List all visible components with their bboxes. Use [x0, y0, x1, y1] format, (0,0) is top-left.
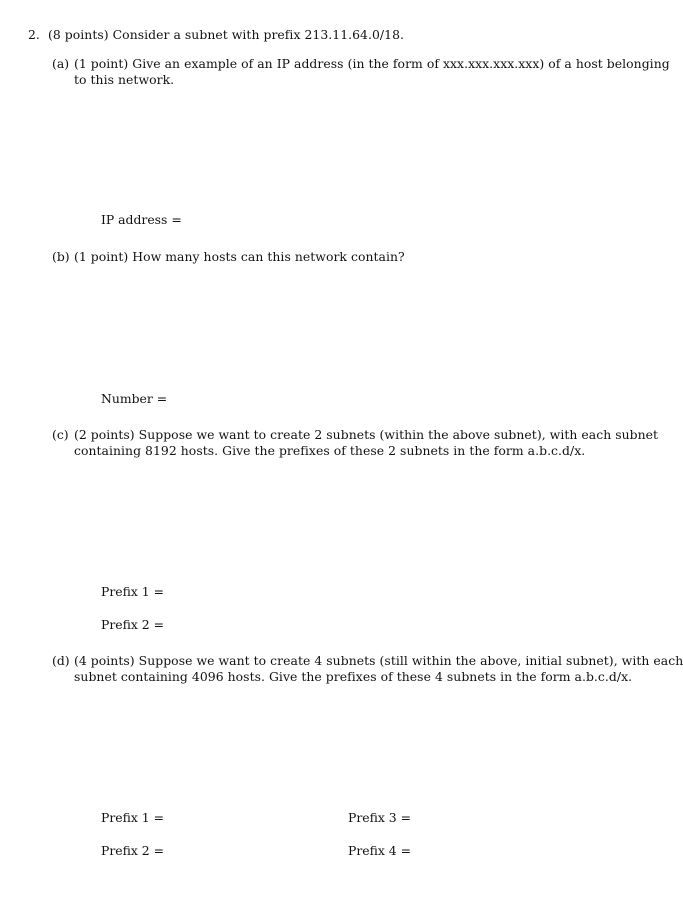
part-b-answer-number: Number =: [101, 391, 168, 406]
part-a-label: (a): [52, 56, 70, 71]
part-c-label: (c): [52, 427, 69, 442]
part-d-answer-prefix-3: Prefix 3 =: [348, 810, 411, 825]
part-b-label: (b): [52, 249, 70, 264]
part-c-answer-prefix-2: Prefix 2 =: [101, 617, 164, 632]
part-a-text-line1: (1 point) Give an example of an IP address (in the form of xxx.xxx.xxx.xxx) of a host belonging: [74, 56, 670, 71]
part-d-answer-prefix-4: Prefix 4 =: [348, 843, 411, 858]
part-d-label: (d): [52, 653, 70, 668]
part-d-text-line2: subnet containing 4096 hosts. Give the prefixes of these 4 subnets in the form a.b.c.d/x.: [74, 669, 633, 684]
question-number: [28, 27, 40, 43]
part-b-text-line1: (1 point) How many hosts can this network contain?: [74, 249, 405, 264]
part-c-text-line1: (2 points) Suppose we want to create 2 subnets (within the above subnet), with each subnet: [74, 427, 659, 442]
part-a-text-line2: to this network.: [74, 72, 175, 87]
part-c-text-line2: containing 8192 hosts. Give the prefixes of these 2 subnets in the form a.b.c.d/x.: [74, 443, 586, 458]
part-d-text-line1: (4 points) Suppose we want to create 4 subnets (still within the above, initial subnet), with each: [74, 653, 683, 668]
part-d-answer-prefix-1: Prefix 1 =: [101, 810, 164, 825]
question-text: (8 points) Consider a subnet with prefix 213.11.64.0/18.: [48, 27, 404, 42]
question-number-label: 2.: [28, 27, 40, 42]
part-c-answer-prefix-1: Prefix 1 =: [101, 584, 164, 599]
part-d-answer-prefix-2: Prefix 2 =: [101, 843, 164, 858]
part-a-answer-ip-address: IP address =: [101, 212, 182, 227]
